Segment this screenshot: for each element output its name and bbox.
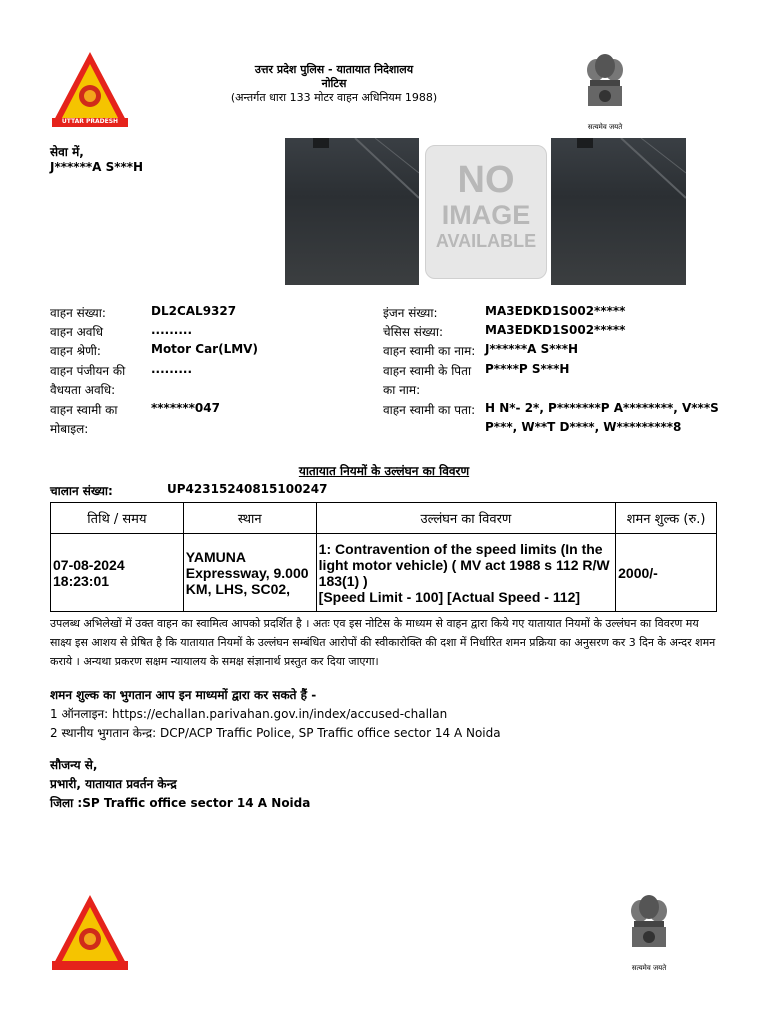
- vehicle-class-label: वाहन श्रेणी:: [50, 344, 101, 358]
- emblem-motto: सत्यमेव जयते: [587, 123, 623, 131]
- col-date-time: तिथि / समय: [51, 503, 184, 534]
- owner-father-label-1: वाहन स्वामी के पिता: [383, 364, 472, 378]
- owner-address-value-2: P***, W**T D****, W*********8: [485, 420, 682, 434]
- violation-place: YAMUNA Expressway, 9.000 KM, LHS, SC02,: [183, 534, 316, 612]
- vehicle-period-label: वाहन अवधि: [50, 325, 103, 339]
- footer-district: जिला :SP Traffic office sector 14 A Noida: [50, 796, 311, 810]
- owner-address-label: वाहन स्वामी का पता:: [383, 403, 476, 417]
- chassis-number-label: चेसिस संख्या:: [383, 325, 444, 339]
- violation-date: 07-08-2024: [53, 556, 125, 573]
- traffic-directorate-logo-bottom: [50, 893, 130, 973]
- owner-mobile-label-2: मोबाइल:: [50, 422, 89, 436]
- owner-mobile-value: *******047: [151, 401, 220, 415]
- camera-photo-2: [551, 138, 686, 285]
- emblem-motto-bottom: सत्यमेव जयते: [631, 964, 667, 972]
- national-emblem-icon-bottom: [626, 893, 672, 963]
- footer-signature: [50, 756, 718, 813]
- payment-title: शमन शुल्क का भुगतान आप इन माध्यमों द्वारा कर सकते हैं -: [50, 688, 317, 702]
- payment-online: 1 ऑनलाइन: https://echallan.parivahan.gov.in/index/accused-challan: [50, 707, 448, 721]
- header-line1: उत्तर प्रदेश पुलिस - यातायात निदेशालय: [254, 63, 414, 76]
- national-emblem-icon: [582, 52, 628, 122]
- no-image-line1: NO: [457, 159, 515, 201]
- violation-description: [316, 534, 615, 612]
- col-fine: शमन शुल्क (रु.): [616, 503, 717, 534]
- engine-number-label: इंजन संख्या:: [383, 306, 438, 320]
- vehicle-class-value: Motor Car(LMV): [151, 342, 258, 356]
- violation-description-2: [Speed Limit - 100] [Actual Speed - 112]: [318, 588, 581, 605]
- challan-number-value: UP42315240815100247: [167, 482, 328, 496]
- violation-table-header: [51, 503, 717, 534]
- vehicle-period-value: .........: [151, 323, 193, 337]
- camera-photo-1: [285, 138, 419, 285]
- no-image-line2: IMAGE: [441, 200, 531, 230]
- violation-date-time: [51, 534, 184, 612]
- registration-label-2: वैधयता अवधि:: [50, 383, 116, 397]
- challan-number-label: चालान संख्या:: [50, 484, 113, 498]
- violation-description-1: 1: Contravention of the speed limits (In the light motor vehicle) ( MV act 1988 s 112 R/W 183(1) ): [318, 540, 610, 589]
- owner-mobile-label-1: वाहन स्वामी का: [50, 403, 118, 417]
- vehicle-number-label: वाहन संख्या:: [50, 306, 106, 320]
- owner-father-label-2: का नाम:: [383, 383, 421, 397]
- header-line2: नोटिस: [321, 77, 347, 90]
- violation-time: 18:23:01: [53, 572, 110, 589]
- registration-label-1: वाहन पंजीयन की: [50, 364, 126, 378]
- violation-table: [50, 502, 717, 612]
- payment-info: [50, 686, 718, 743]
- chassis-number-value: MA3EDKD1S002*****: [485, 323, 626, 337]
- owner-name-label: वाहन स्वामी का नाम:: [383, 344, 476, 358]
- no-image-line3: AVAILABLE: [435, 231, 537, 251]
- no-image-placeholder: [425, 145, 547, 279]
- owner-father-value: P****P S***H: [485, 362, 570, 376]
- registration-value: .........: [151, 362, 193, 376]
- owner-name-value: J******A S***H: [485, 342, 579, 356]
- violation-section-title: यातायात नियमों के उल्लंघन का विवरण: [298, 464, 470, 478]
- notice-paragraph: उपलब्ध अभिलेखों में उक्त वाहन का स्वामित्व आपको प्रदर्शित है । अतः एव इस नोटिस के माध्यम से वाहन द्वारा किये गए यातायात नियमों के उल्लंघन का विवरण मय साक्ष्य इस आशय से प्रेषित है कि यातायात नियमों के उल्लंघन सम्बंधित आरोपों की स्वीकारोक्ति की दशा में निर्धारित शमन प्रक्रिया का अनुसरण कर 3 दिन के अन्दर शमन कराये । अन्यथा प्रकरण सक्षम न्यायालय के समक्ष संज्ञानार्थ प्रस्तुत कर दिया जाएगा।: [50, 617, 716, 668]
- col-violation-detail: उल्लंघन का विवरण: [316, 503, 615, 534]
- payment-local: 2 स्थानीय भुगतान केन्द्र: DCP/ACP Traffic Police, SP Traffic office sector 14 A Noida: [50, 726, 501, 740]
- vehicle-number-value: DL2CAL9327: [151, 304, 237, 318]
- recipient-label: सेवा में,: [50, 145, 84, 159]
- header-line3: (अन्तर्गत धारा 133 मोटर वाहन अधिनियम 1988): [230, 91, 438, 104]
- engine-number-value: MA3EDKD1S002*****: [485, 304, 626, 318]
- notice-header: [200, 63, 468, 105]
- owner-address-value-1: H N*- 2*, P*******P A********, V***S: [485, 401, 719, 415]
- table-row: [51, 534, 717, 612]
- logo-text-bottom: UTTAR PRADESH: [61, 118, 119, 125]
- violation-fine: 2000/-: [616, 534, 717, 612]
- footer-incharge: प्रभारी, यातायात प्रवर्तन केन्द्र: [50, 777, 177, 791]
- footer-courtesy: सौजन्य से,: [50, 758, 98, 772]
- recipient-name: J******A S***H: [50, 160, 144, 174]
- col-place: स्थान: [183, 503, 316, 534]
